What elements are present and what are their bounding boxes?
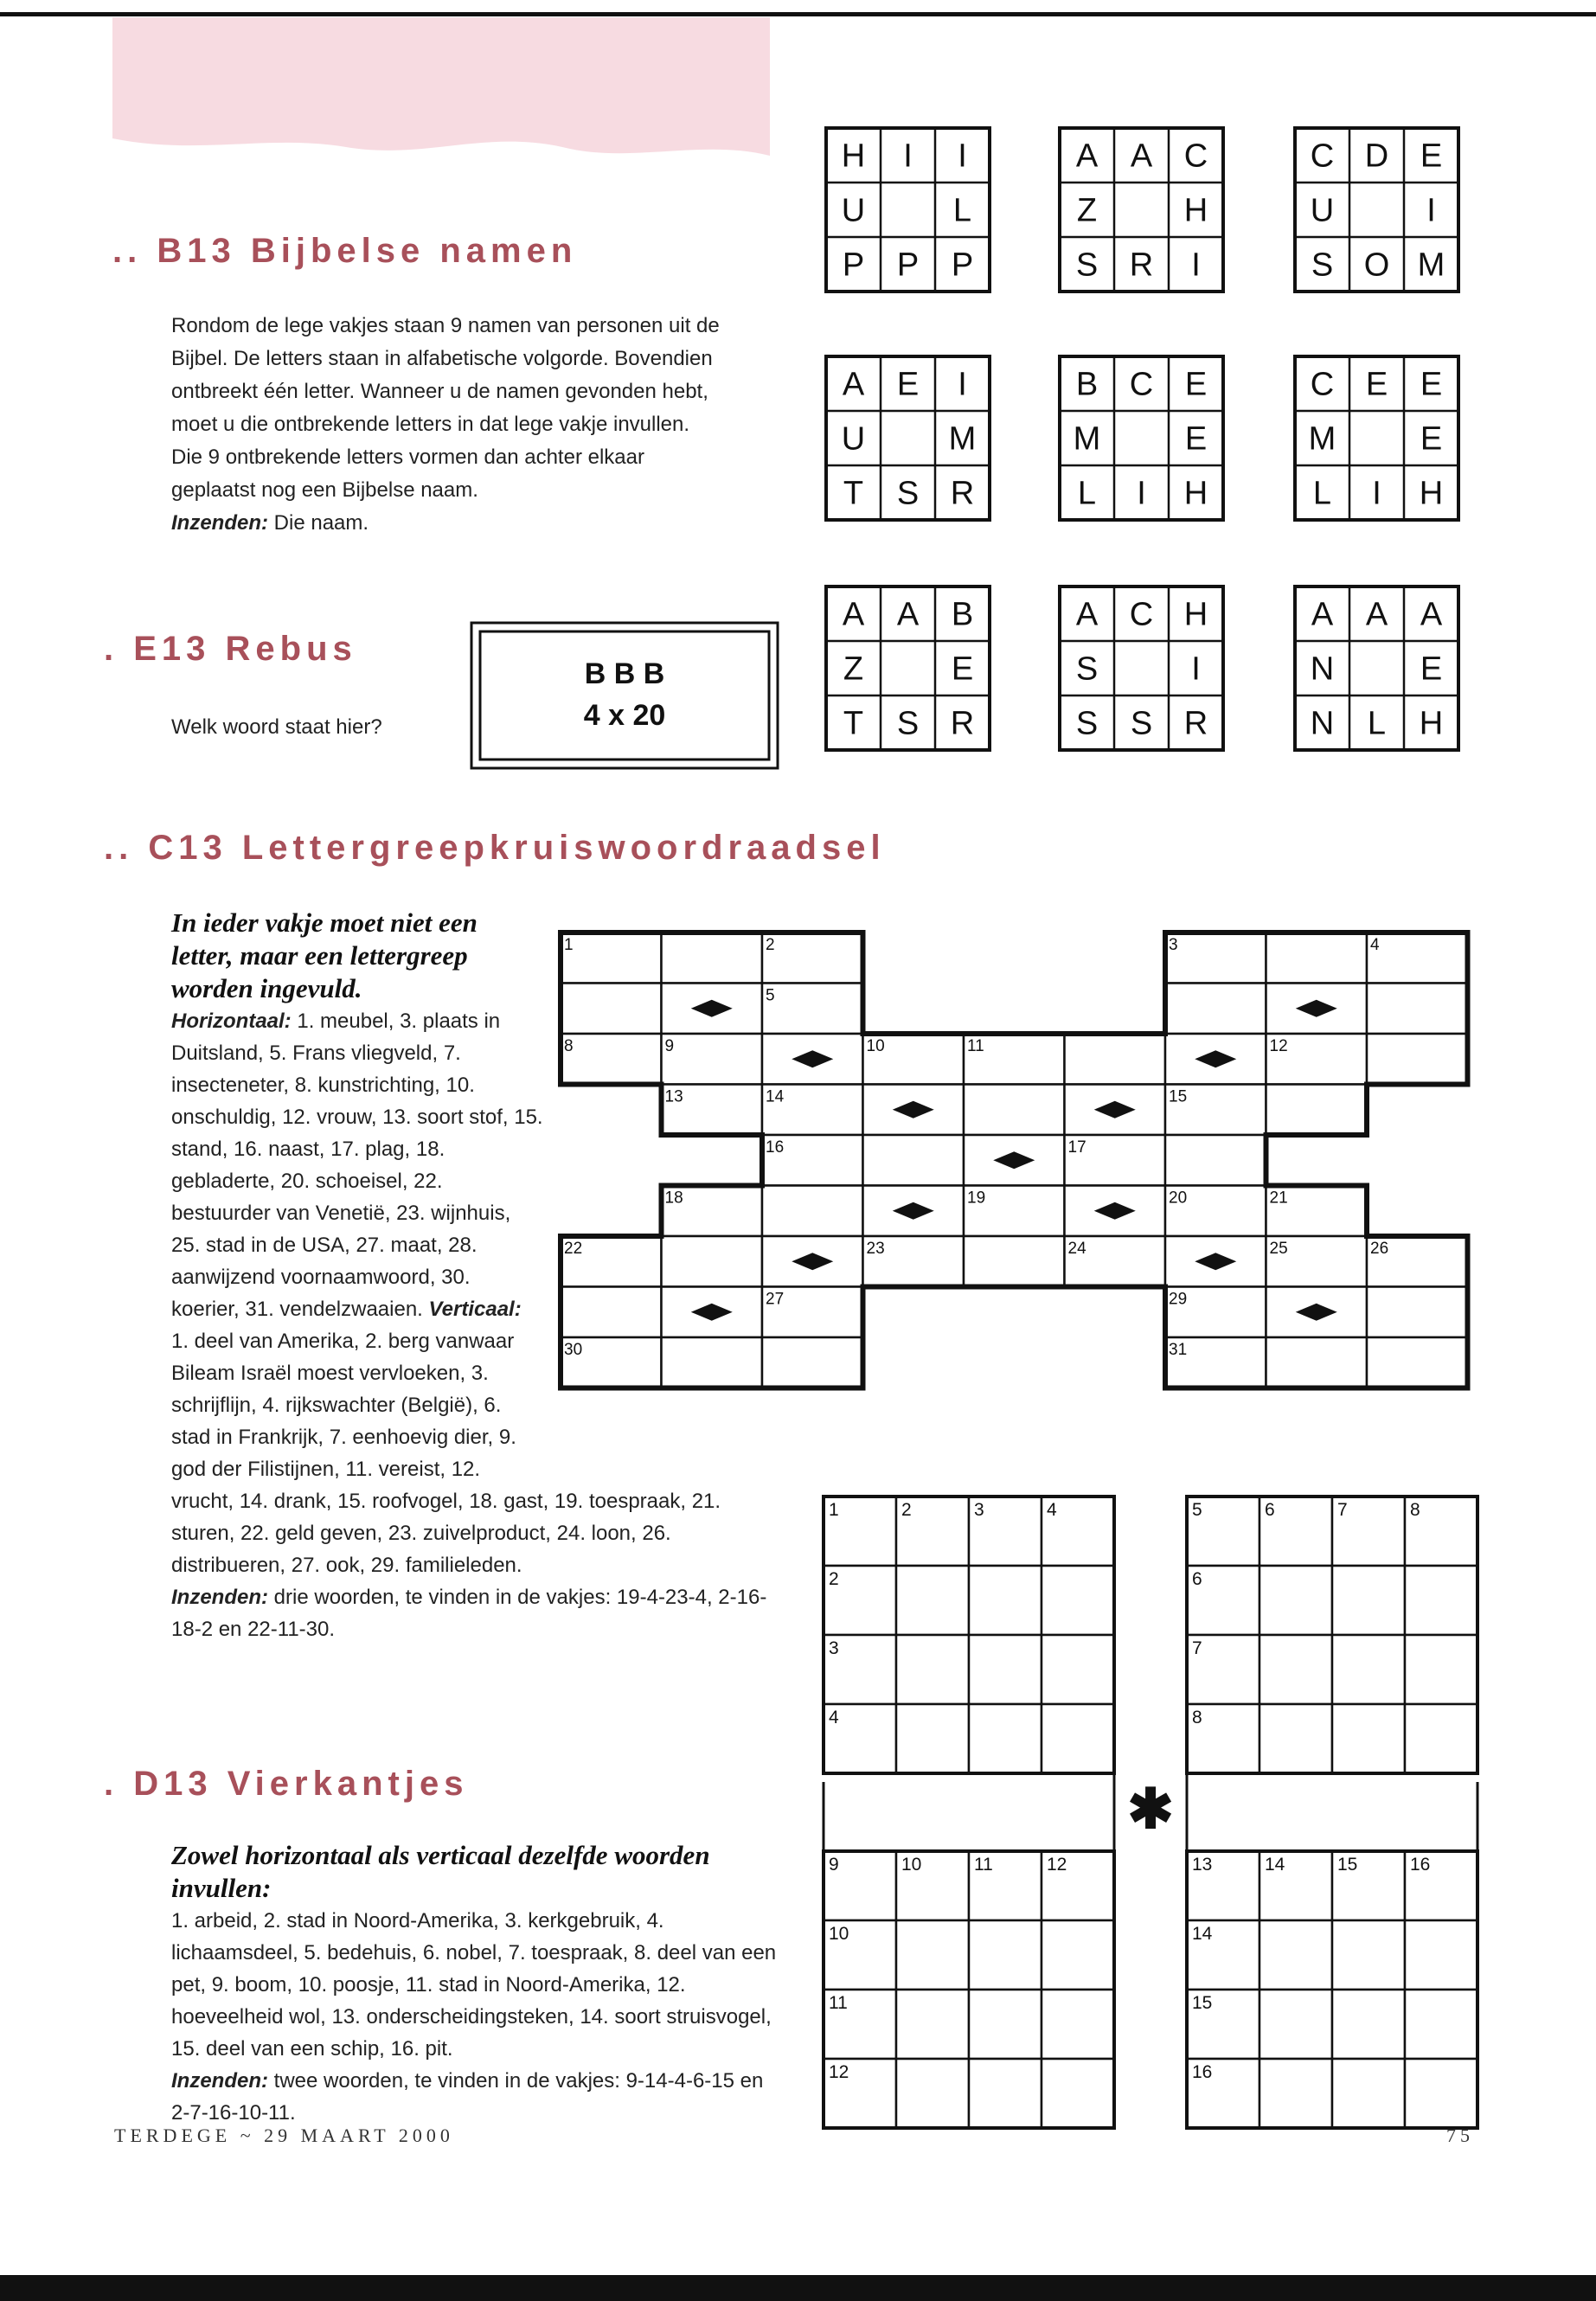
square-cell[interactable] [1042, 1635, 1114, 1704]
grid-letter: C [1129, 366, 1154, 403]
cell-number: 31 [1169, 1341, 1188, 1359]
cell-number: 9 [829, 1855, 839, 1875]
cell-number: 21 [1269, 1189, 1288, 1208]
submit-label: Inzenden: [171, 1586, 268, 1609]
square-cell[interactable] [969, 1920, 1042, 1990]
cell-number: 12 [1047, 1855, 1067, 1875]
grid-letter: A [1130, 138, 1153, 175]
grid-letter: C [1310, 366, 1335, 403]
cell-number: 15 [1337, 1855, 1358, 1875]
b13-grid [1060, 586, 1223, 750]
grid-letter: U [1310, 192, 1335, 229]
submit-text: twee woorden, te vinden in de vakjes: 9-14-4-6-15 en 2-7-16-10-11. [171, 2069, 764, 2125]
vertical-clues: 1. deel van Amerika, 2. berg vanwaar Bileam Israël moest vervloeken, 3. schrijflijn, 4. rijkswachter (België), 6. stad in Frankrijk, 7. eenhoevig dier, 9. god der Filistijnen, 11. vereist, 12. vrucht, 14. drank, 15. roofvogel, 18. gast, 19. toespraak, 21. sturen, 22. geld geven, 23. zuivelproduct, 24. loon, 26. distribueren, 27. ook, 29. familieleden. [171, 1330, 721, 1577]
grid-letter: H [1419, 705, 1444, 742]
b13-heading: .. B13 Bijbelse namen [112, 232, 578, 270]
cell-number: 4 [1370, 936, 1380, 954]
grid-letter: E [951, 651, 974, 688]
grid-letter: R [950, 475, 975, 512]
grid-letter: I [1137, 475, 1146, 512]
crossword-cell[interactable] [1266, 1085, 1368, 1136]
grid-letter: A [1365, 596, 1388, 633]
submit-label: Inzenden: [171, 2069, 268, 2093]
cell-number: 22 [564, 1240, 583, 1258]
grid-letter: A [842, 366, 865, 403]
cell-number: 7 [1337, 1500, 1348, 1520]
square-cell[interactable] [1259, 2059, 1332, 2128]
cell-number: 10 [866, 1037, 885, 1055]
grid-letter: C [1310, 138, 1335, 175]
square-cell[interactable] [1332, 1920, 1405, 1990]
cell-number: 17 [1067, 1138, 1086, 1157]
grid-letter: H [1183, 475, 1208, 512]
cell-number: 24 [1067, 1240, 1086, 1258]
b13-line: ontbreekt één letter. Wanneer u de namen gevonden hebt, [171, 380, 708, 403]
square-cell[interactable] [1259, 1704, 1332, 1773]
grid-letter: O [1363, 247, 1390, 284]
word-square [824, 1851, 1114, 2128]
cell-number: 13 [1192, 1855, 1213, 1875]
cell-number: 12 [829, 2062, 849, 2082]
square-cell[interactable] [1405, 1635, 1477, 1704]
grid-letter: N [1310, 705, 1335, 742]
cell-number: 11 [829, 1993, 848, 2013]
c13-heading: .. C13 Lettergreepkruiswoordraadsel [104, 829, 886, 867]
b13-grid [826, 356, 990, 520]
b13-grid [1060, 128, 1223, 292]
b13-grid [826, 128, 990, 292]
cell-number: 8 [564, 1037, 574, 1055]
cell-number: 25 [1269, 1240, 1288, 1258]
asterisk-icon: ✱ [1127, 1778, 1174, 1840]
cell-number: 5 [1192, 1500, 1202, 1520]
cell-number: 9 [664, 1037, 675, 1055]
square-cell[interactable] [896, 1704, 969, 1773]
square-cell[interactable] [1332, 1704, 1405, 1773]
square-cell[interactable] [969, 2059, 1042, 2128]
grid-letter: S [896, 475, 920, 512]
cell-number: 1 [829, 1500, 839, 1520]
square-cell[interactable] [969, 1990, 1042, 2059]
cell-number: 12 [1269, 1037, 1288, 1055]
grid-letter: Z [1076, 192, 1098, 229]
grid-letter: A [1075, 138, 1099, 175]
cell-number: 26 [1370, 1240, 1389, 1258]
square-cell[interactable] [1259, 1635, 1332, 1704]
crossword-cell[interactable] [1266, 933, 1368, 984]
grid-letter: P [842, 247, 865, 284]
grid-letter: T [843, 475, 864, 512]
square-cell[interactable] [1332, 1990, 1405, 2059]
submit-text: drie woorden, te vinden in de vakjes: 19-4-23-4, 2-16-18-2 en 22-11-30. [171, 1586, 767, 1641]
b13-grid [1295, 586, 1458, 750]
cell-number: 3 [1169, 936, 1178, 954]
crossword-cell[interactable] [1165, 933, 1266, 984]
e13-heading: . E13 Rebus [104, 630, 357, 668]
grid-letter: L [1312, 475, 1332, 512]
grid-letter: S [1075, 651, 1099, 688]
grid-letter: R [1129, 247, 1154, 284]
horizontal-label: Horizontaal: [171, 1009, 292, 1033]
cell-number: 14 [766, 1087, 785, 1106]
grid-letter: C [1129, 596, 1154, 633]
b13-line: Die 9 ontbrekende letters vormen dan achter elkaar [171, 445, 644, 469]
word-square [1187, 1497, 1477, 1773]
grid-letter: E [1365, 366, 1388, 403]
grid-letter: L [1077, 475, 1097, 512]
grid-letter: S [1130, 705, 1153, 742]
crossword-cell[interactable] [1367, 984, 1468, 1035]
d13-submit [171, 2065, 777, 2129]
word-square [824, 1497, 1114, 1773]
square-cell[interactable] [1259, 1920, 1332, 1990]
cell-number: 10 [901, 1855, 922, 1875]
square-cell[interactable] [969, 1566, 1042, 1635]
crossword-cell[interactable] [762, 1337, 863, 1388]
grid-letter: N [1310, 651, 1335, 688]
grid-letter: U [841, 420, 866, 458]
b13-line: geplaatst nog een Bijbelse naam. [171, 478, 478, 502]
grid-letter: M [948, 420, 977, 458]
grid-letter: B [951, 596, 974, 633]
word-square [1187, 1851, 1477, 2128]
square-cell[interactable] [1332, 1635, 1405, 1704]
grid-letter: A [1311, 596, 1334, 633]
square-cell[interactable] [1042, 1920, 1114, 1990]
crossword-cell[interactable] [662, 1337, 763, 1388]
square-cell[interactable] [969, 1635, 1042, 1704]
square-cell[interactable] [1332, 1566, 1405, 1635]
crossword-cell[interactable] [662, 1236, 763, 1287]
crossword-cell[interactable] [1367, 1287, 1468, 1338]
crossword-cell[interactable] [762, 984, 863, 1035]
page-number: 75 [1446, 2125, 1474, 2146]
d13-lead: Zowel horizontaal als verticaal dezelfde woorden invullen: [171, 1840, 710, 1903]
b13-line: moet u die ontbrekende letters in dat lege vakje invullen. [171, 413, 690, 436]
cell-number: 13 [664, 1087, 683, 1106]
cell-number: 8 [1410, 1500, 1420, 1520]
grid-letter: A [1420, 596, 1443, 633]
grid-letter: I [903, 138, 913, 175]
cell-number: 23 [866, 1240, 885, 1258]
rebus-line-1: B B B [584, 657, 665, 690]
crossword-cell[interactable] [762, 1186, 863, 1237]
grid-letter: I [1191, 651, 1201, 688]
grid-letter: L [952, 192, 972, 229]
square-cell[interactable] [1405, 1990, 1477, 2059]
b13-line: Bijbel. De letters staan in alfabetische volgorde. Bovendien [171, 347, 713, 370]
cell-number: 18 [664, 1189, 683, 1208]
b13-line: Rondom de lege vakjes staan 9 namen van personen uit de [171, 314, 720, 337]
vertical-label: Verticaal: [428, 1298, 522, 1321]
grid-letter: L [1367, 705, 1387, 742]
cell-number: 11 [967, 1037, 984, 1055]
cell-number: 5 [766, 986, 775, 1005]
grid-letter: Z [843, 651, 864, 688]
rebus-box [470, 621, 779, 770]
cell-number: 29 [1169, 1290, 1188, 1309]
grid-letter: C [1183, 138, 1208, 175]
square-cell[interactable] [896, 2059, 969, 2128]
cell-number: 4 [1047, 1500, 1057, 1520]
grid-letter: R [1183, 705, 1208, 742]
cell-number: 2 [766, 936, 775, 954]
crossword-cell[interactable] [561, 1034, 662, 1085]
grid-letter: A [842, 596, 865, 633]
square-cell[interactable] [1042, 1566, 1114, 1635]
grid-letter: H [841, 138, 866, 175]
b13-grid [1060, 356, 1223, 520]
bottom-rule [0, 2275, 1596, 2301]
b13-grid [826, 586, 990, 750]
grid-letter: B [1075, 366, 1099, 403]
grid-letter: E [1420, 366, 1443, 403]
grid-letter: I [958, 138, 967, 175]
grid-letter: S [1311, 247, 1334, 284]
d13-heading: . D13 Vierkantjes [104, 1765, 469, 1803]
square-cell[interactable] [896, 1635, 969, 1704]
cell-number: 11 [974, 1855, 993, 1875]
crossword-cell[interactable] [1367, 1337, 1468, 1388]
square-cell[interactable] [1405, 2059, 1477, 2128]
cell-number: 2 [829, 1569, 839, 1589]
square-cell[interactable] [1042, 1990, 1114, 2059]
grid-letter: I [1372, 475, 1381, 512]
grid-letter: R [950, 705, 975, 742]
crossword-cell[interactable] [964, 1085, 1065, 1136]
cell-number: 16 [1192, 2062, 1213, 2082]
syllable-crossword-grid [554, 926, 1488, 1410]
grid-letter: U [841, 192, 866, 229]
cell-number: 6 [1265, 1500, 1275, 1520]
cell-number: 14 [1192, 1924, 1213, 1944]
cell-number: 10 [829, 1924, 849, 1944]
square-cell[interactable] [1042, 2059, 1114, 2128]
grid-letter: E [1184, 420, 1208, 458]
cell-number: 27 [766, 1290, 785, 1309]
square-cell[interactable] [896, 1566, 969, 1635]
grid-letter: E [1420, 651, 1443, 688]
submit-label: Inzenden: [171, 511, 268, 535]
rebus-line-2: 4 x 20 [583, 699, 666, 732]
grid-letter: M [1073, 420, 1101, 458]
square-cell[interactable] [896, 1920, 969, 1990]
grid-letter: E [1184, 366, 1208, 403]
crossword-cell[interactable] [1165, 1135, 1266, 1186]
cell-number: 30 [564, 1341, 583, 1359]
cell-number: 6 [1192, 1569, 1202, 1589]
d13-clues: 1. arbeid, 2. stad in Noord-Amerika, 3. kerkgebruik, 4. lichaamsdeel, 5. bedehuis, 6. nobel, 7. toespraak, 8. deel van een pet, 9. boom, 10. poosje, 11. stad in Noord-Amerika, 12. hoeveelheid wol, 13. onderscheidingsteken, 14. soort struisvogel, 15. deel van een schip, 16. pit. [171, 1909, 777, 2061]
crossword-cell[interactable] [762, 933, 863, 984]
grid-letter: E [1420, 420, 1443, 458]
word-squares-grid [813, 1484, 1488, 2132]
grid-letter: S [1075, 705, 1099, 742]
square-cell[interactable] [1405, 1920, 1477, 1990]
square-cell[interactable] [1405, 1566, 1477, 1635]
crossword-cell[interactable] [1165, 984, 1266, 1035]
cell-number: 3 [829, 1638, 839, 1658]
square-cell[interactable] [896, 1990, 969, 2059]
d13-text [171, 1839, 777, 2129]
cell-number: 20 [1169, 1189, 1188, 1208]
grid-letter: I [958, 366, 967, 403]
grid-letter: H [1183, 192, 1208, 229]
grid-letter: H [1419, 475, 1444, 512]
crossword-cell[interactable] [1266, 1337, 1368, 1388]
square-cell[interactable] [1259, 1566, 1332, 1635]
grid-letter: M [1308, 420, 1336, 458]
crossword-cell[interactable] [662, 1034, 763, 1085]
grid-letter: S [1075, 247, 1099, 284]
grid-letter: E [1420, 138, 1443, 175]
submit-text: Die naam. [273, 511, 369, 535]
e13-question: Welk woord staat hier? [171, 715, 382, 739]
cell-number: 19 [967, 1189, 986, 1208]
cell-number: 3 [974, 1500, 984, 1520]
horizontal-clues: 1. meubel, 3. plaats in Duitsland, 5. Frans vliegveld, 7. insecteneter, 8. kunstrichting, 10. onschuldig, 12. vrouw, 13. soort stof, 15. stand, 16. naast, 17. plag, 18. gebladerte, 20. schoeisel, 22. bestuurder van Venetië, 23. wijnhuis, 25. stad in de USA, 27. maat, 28. aanwijzend voornaamwoord, 30. koerier, 31. vendelzwaaien. [171, 1009, 543, 1321]
footer-magazine: TERDEGE ~ 29 MAART 2000 [114, 2125, 454, 2146]
crossword-cell[interactable] [662, 933, 763, 984]
crossword-cell[interactable] [561, 984, 662, 1035]
grid-letter: D [1364, 138, 1389, 175]
cell-number: 14 [1265, 1855, 1285, 1875]
b13-grid [1295, 356, 1458, 520]
cell-number: 1 [564, 936, 574, 954]
square-cell[interactable] [1042, 1704, 1114, 1773]
crossword-cell[interactable] [1367, 933, 1468, 984]
grid-letter: A [1075, 596, 1099, 633]
cell-number: 15 [1192, 1993, 1213, 2013]
cell-number: 2 [901, 1500, 912, 1520]
b13-grid [1295, 128, 1458, 292]
cell-number: 8 [1192, 1708, 1202, 1727]
square-cell[interactable] [969, 1704, 1042, 1773]
square-cell[interactable] [1405, 1704, 1477, 1773]
c13-lead: In ieder vakje moet niet een letter, maar een lettergreep worden ingevuld. [171, 907, 478, 1003]
grid-letter: I [1191, 247, 1201, 284]
grid-letter: M [1417, 247, 1445, 284]
crossword-cell[interactable] [1367, 1034, 1468, 1085]
grid-letter: T [843, 705, 864, 742]
crossword-cell[interactable] [863, 1135, 965, 1186]
crossword-cell[interactable] [561, 1287, 662, 1338]
grid-letter: S [896, 705, 920, 742]
cell-number: 4 [829, 1708, 839, 1727]
cell-number: 16 [766, 1138, 785, 1157]
cell-number: 7 [1192, 1638, 1202, 1658]
crossword-cell[interactable] [964, 1236, 1065, 1287]
grid-letter: A [896, 596, 920, 633]
grid-letter: P [896, 247, 920, 284]
crossword-cell[interactable] [1065, 1034, 1166, 1085]
cell-number: 15 [1169, 1087, 1188, 1106]
grid-letter: H [1183, 596, 1208, 633]
square-cell[interactable] [1259, 1990, 1332, 2059]
crossword-cell[interactable] [561, 933, 662, 984]
grid-letter: I [1426, 192, 1436, 229]
grid-letter: P [951, 247, 974, 284]
cell-number: 16 [1410, 1855, 1431, 1875]
grid-letter: E [896, 366, 920, 403]
square-cell[interactable] [1332, 2059, 1405, 2128]
